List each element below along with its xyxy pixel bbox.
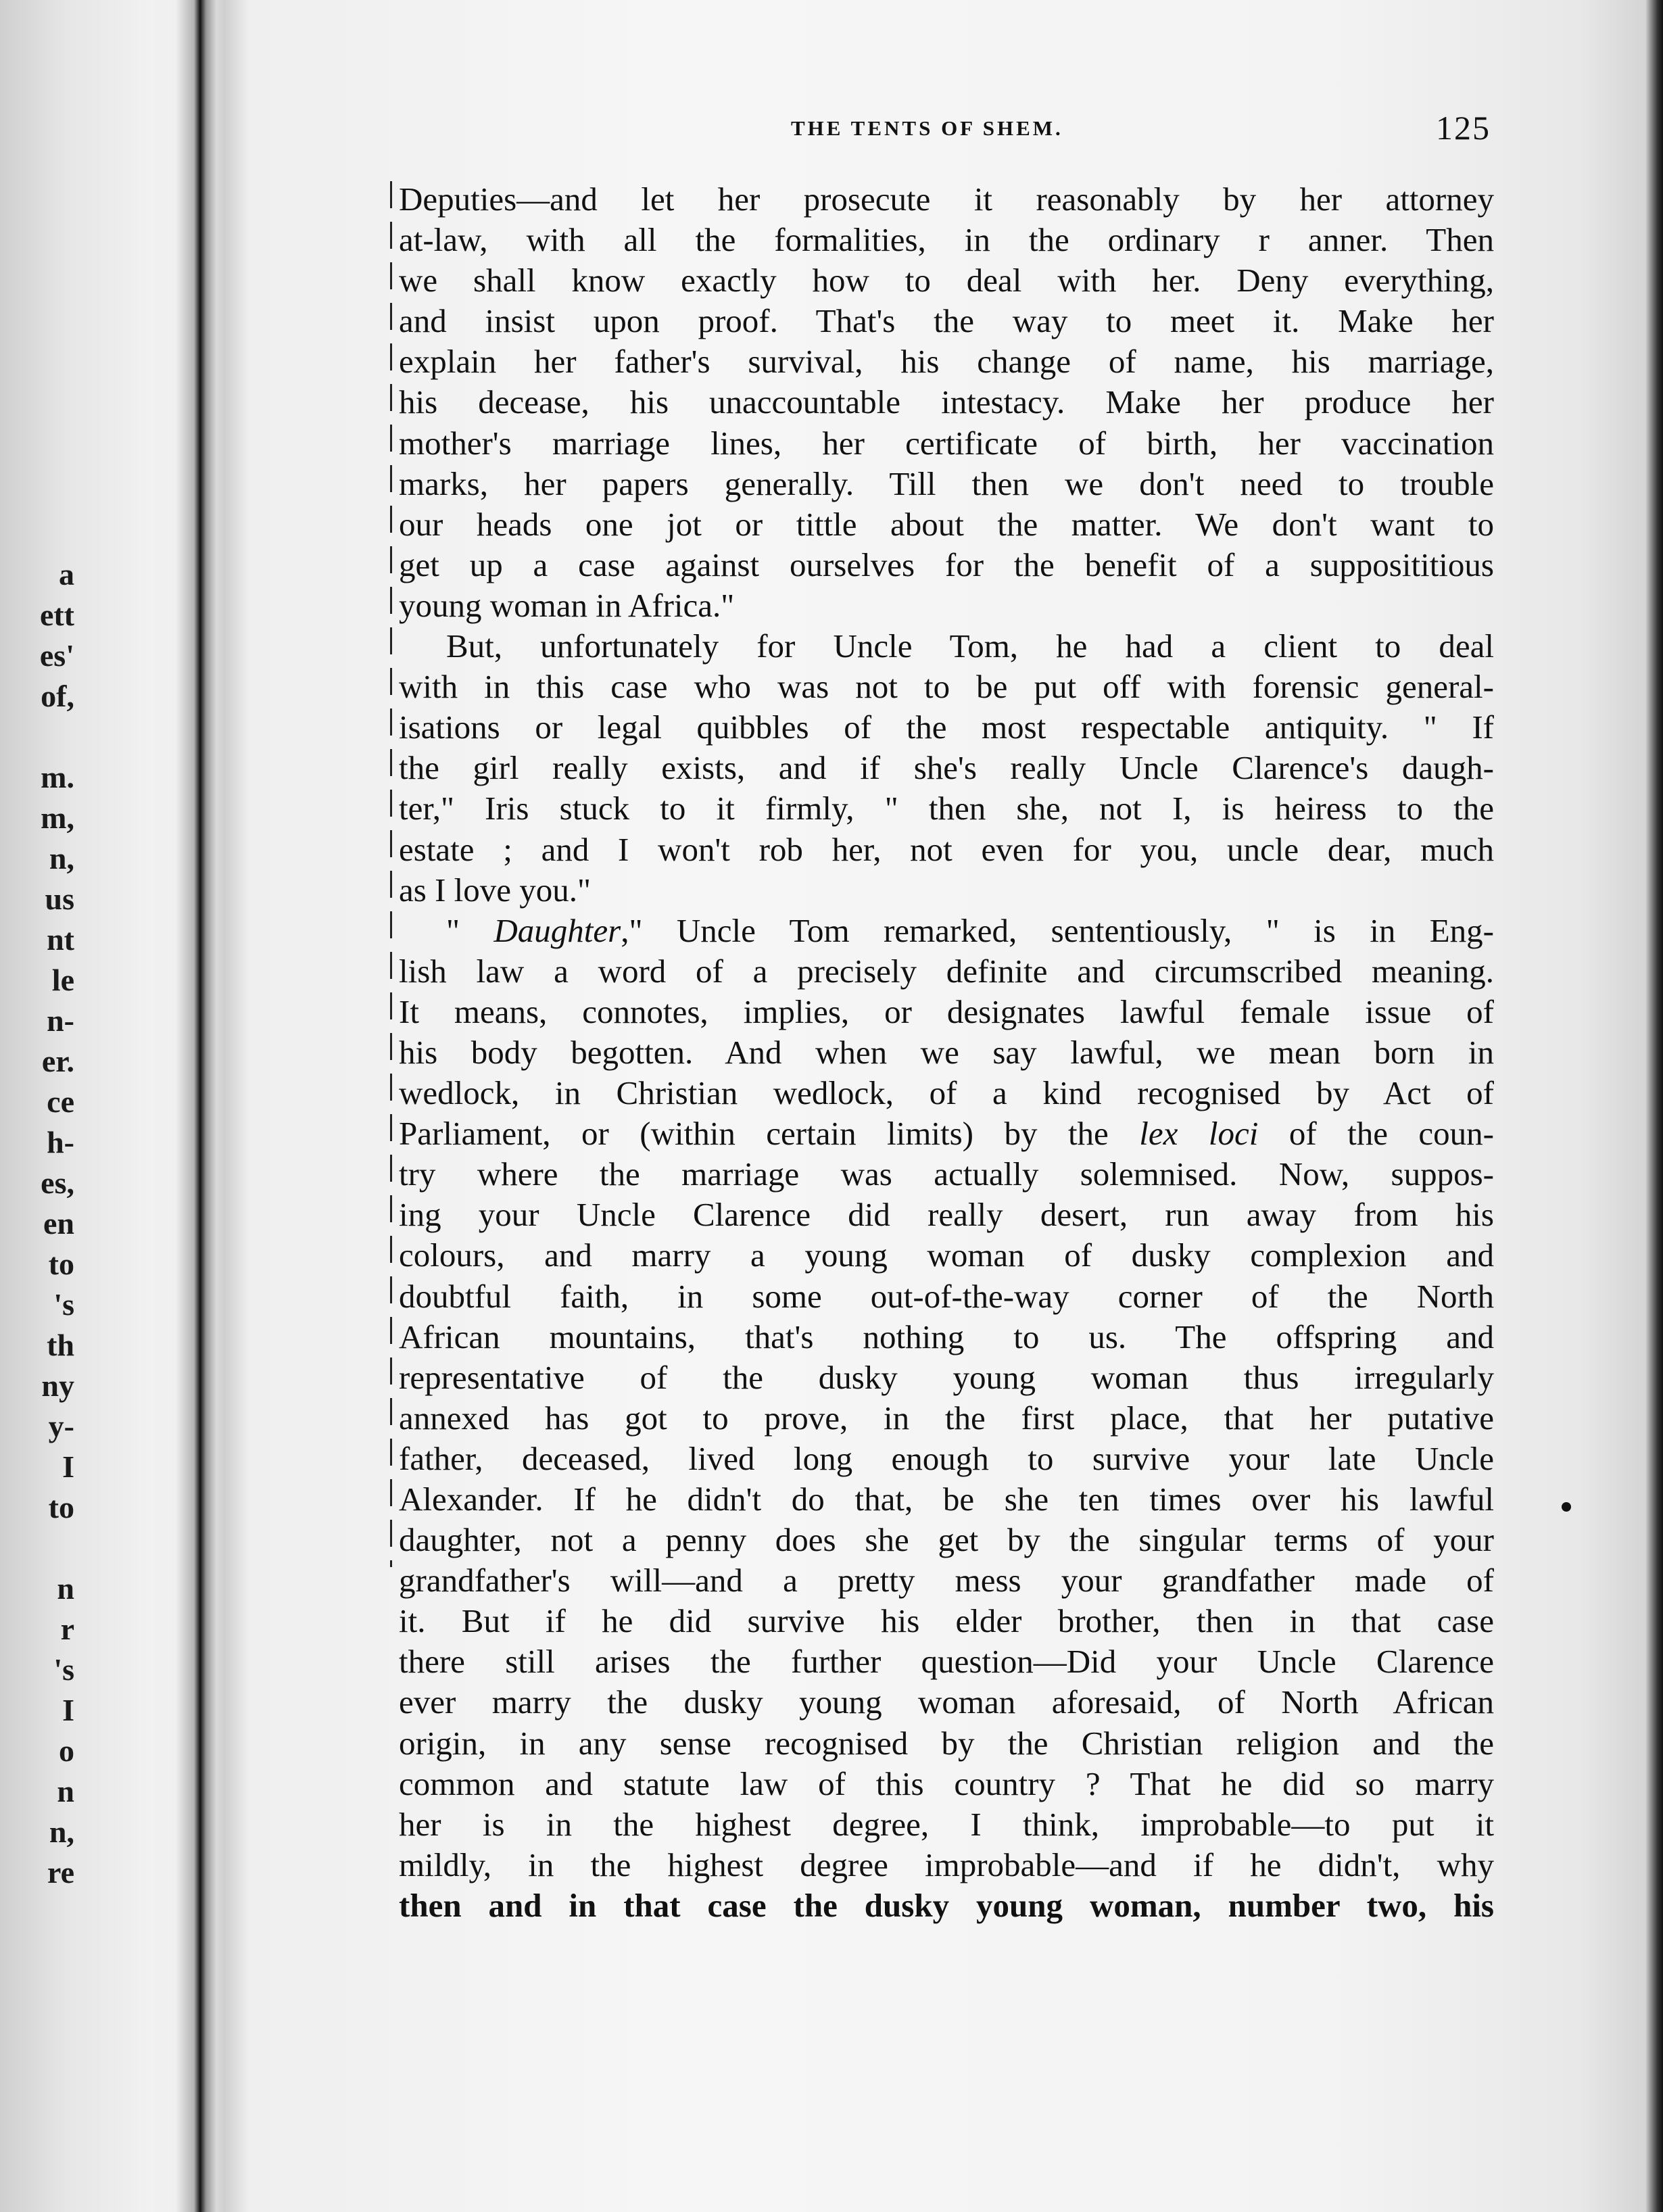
text-line: it. But if he did survive his elder brother, then in that case: [399, 1602, 1494, 1640]
text-line: mildly, in the highest degree improbable—and if he didn't, why: [399, 1846, 1494, 1883]
text-line: wedlock, in Christian wedlock, of a kind recognised by Act of: [399, 1074, 1494, 1112]
facing-page-fragment: n,: [49, 1814, 74, 1849]
page-edge: [1645, 0, 1663, 2212]
ink-blot: [1562, 1502, 1571, 1512]
facing-page-fragment: n-: [47, 1003, 74, 1038]
text-line: African mountains, that's nothing to us. The offspring and: [399, 1318, 1494, 1355]
facing-page-fragment: n: [57, 1774, 74, 1808]
text-line: But, unfortunately for Uncle Tom, he had a client to deal: [446, 627, 1494, 665]
text-line: isations or legal quibbles of the most respectable antiquity. " If: [399, 708, 1494, 746]
text-line: Parliament, or (within certain limits) by the lex loci of the coun-: [399, 1115, 1494, 1153]
facing-page-fragment: er.: [41, 1044, 74, 1078]
facing-page-fragment: I: [62, 1449, 74, 1484]
text-line: daughter, not a penny does she get by the singular terms of your: [399, 1521, 1494, 1559]
text-line: annexed has got to prove, in the first place, that her putative: [399, 1399, 1494, 1437]
facing-page-fragment: 's: [53, 1287, 74, 1322]
text-line: her is in the highest degree, I think, improbable—to put it: [399, 1805, 1494, 1843]
text-line: the girl really exists, and if she's really Uncle Clarence's daugh-: [399, 749, 1494, 787]
running-header: [402, 108, 1491, 149]
facing-page-fragment: [0, 717, 74, 757]
text-line: common and statute law of this country ? That he did so marry: [399, 1764, 1494, 1802]
facing-page-fragment: ce: [47, 1084, 74, 1119]
text-line: grandfather's will—and a pretty mess your grandfather made of: [399, 1562, 1494, 1600]
text-line: father, deceased, lived long enough to survive your late Uncle: [399, 1439, 1494, 1477]
facing-page-fragment: r: [60, 1612, 74, 1646]
margin-mark: [390, 181, 392, 1567]
text-line: Alexander. If he didn't do that, be she ten times over his lawful: [399, 1481, 1494, 1518]
text-line: get up a case against ourselves for the benefit of a supposititious: [399, 546, 1494, 583]
text-line: then and in that case the dusky young woman, number two, his: [399, 1886, 1494, 1924]
body-text: [399, 179, 1494, 1926]
facing-page-fragment: a: [59, 557, 74, 592]
text-line: ter," Iris stuck to it firmly, " then she, not I, is heiress to the: [399, 790, 1494, 827]
page-number: 125: [1436, 109, 1491, 147]
text-line: ever marry the dusky young woman aforesaid, of North African: [399, 1683, 1494, 1721]
text-line: colours, and marry a young woman of dusky complexion and: [399, 1236, 1494, 1274]
facing-page-fragment: nt: [47, 922, 74, 957]
facing-page-fragment: of,: [41, 679, 74, 713]
facing-page-fragment: I: [62, 1693, 74, 1727]
text-line: Deputies—and let her prosecute it reasonably by her attorney: [399, 181, 1494, 218]
running-title: THE TENTS OF SHEM.: [791, 116, 1063, 140]
text-line: doubtful faith, in some out-of-the-way corner of the North: [399, 1277, 1494, 1315]
text-line: his decease, his unaccountable intestacy. Make her produce her: [399, 383, 1494, 421]
facing-page-fragment: [0, 1528, 74, 1568]
facing-page-fragment: le: [51, 963, 74, 997]
text-line: explain her father's survival, his change of name, his marriage,: [399, 343, 1494, 381]
text-line: his body begotten. And when we say lawful, we mean born in: [399, 1033, 1494, 1071]
text-line: " Daughter," Uncle Tom remarked, sententiously, " is in Eng-: [446, 911, 1494, 949]
facing-page-fragment: h-: [47, 1125, 74, 1159]
facing-page-fragment: y-: [48, 1409, 74, 1443]
text-line: at-law, with all the formalities, in the ordinary r anner. Then: [399, 221, 1494, 259]
facing-page-fragment: to: [48, 1490, 74, 1524]
facing-page-fragments: [0, 554, 74, 1893]
text-line: lish law a word of a precisely definite and circumscribed meaning.: [399, 952, 1494, 990]
facing-page-fragment: n,: [49, 841, 74, 875]
facing-page-fragment: m.: [41, 760, 74, 794]
facing-page-fragment: 's: [53, 1652, 74, 1687]
text-line: ing your Uncle Clarence did really desert, run away from his: [399, 1196, 1494, 1234]
facing-page-fragment: m,: [41, 800, 74, 835]
facing-page-fragment: to: [48, 1247, 74, 1281]
facing-page-fragment: n: [57, 1571, 74, 1606]
facing-page-fragment: en: [43, 1206, 74, 1241]
text-line: estate ; and I won't rob her, not even for you, uncle dear, much: [399, 830, 1494, 868]
text-line: we shall know exactly how to deal with her. Deny everything,: [399, 262, 1494, 299]
facing-page-fragment: th: [47, 1328, 74, 1362]
text-line: try where the marriage was actually solemnised. Now, suppos-: [399, 1155, 1494, 1193]
text-line: marks, her papers generally. Till then we don't need to trouble: [399, 464, 1494, 502]
text-line: young woman in Africa.": [399, 586, 735, 624]
facing-page-fragment: ny: [41, 1368, 74, 1403]
facing-page-fragment: us: [45, 882, 74, 916]
facing-page-fragment: es': [39, 638, 74, 673]
facing-page-fragment: ett: [39, 598, 74, 632]
text-line: origin, in any sense recognised by the Christian religion and the: [399, 1724, 1494, 1762]
facing-page-fragment: re: [47, 1855, 74, 1890]
facing-page-fragment: es,: [41, 1165, 74, 1200]
book-gutter: [176, 0, 216, 2212]
text-line: mother's marriage lines, her certificate of birth, her vaccination: [399, 424, 1494, 462]
text-line: with in this case who was not to be put off with forensic general-: [399, 668, 1494, 706]
text-line: and insist upon proof. That's the way to meet it. Make her: [399, 302, 1494, 340]
text-line: representative of the dusky young woman thus irregularly: [399, 1358, 1494, 1396]
text-line: there still arises the further question—Did your Uncle Clarence: [399, 1643, 1494, 1681]
facing-page-fragment: o: [59, 1733, 74, 1768]
text-line: It means, connotes, implies, or designates lawful female issue of: [399, 992, 1494, 1030]
text-line: our heads one jot or tittle about the matter. We don't want to: [399, 505, 1494, 543]
text-line: as I love you.": [399, 871, 591, 909]
